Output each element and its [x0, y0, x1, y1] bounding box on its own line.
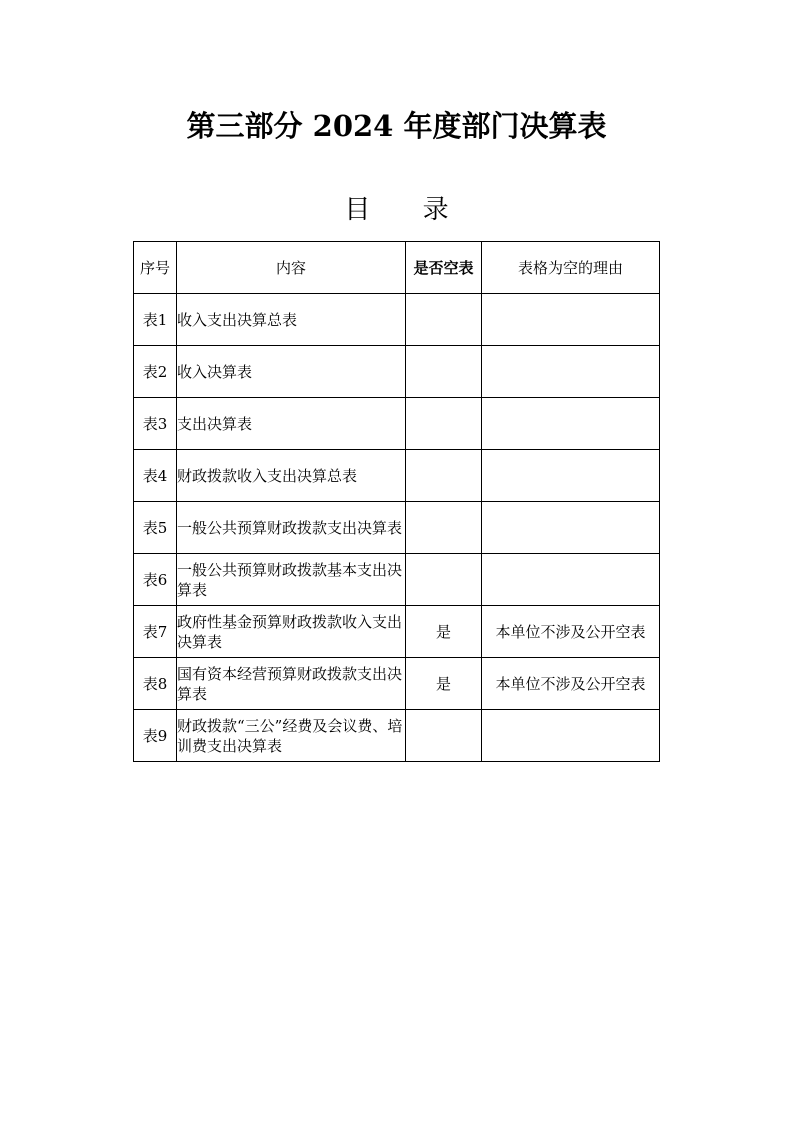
page-title: 第三部分 2024 年度部门决算表	[186, 109, 607, 143]
row-content: 财政拨款“三公”经费及会议费、培训费支出决算表	[177, 710, 406, 762]
table-row	[134, 502, 660, 554]
row-index: 表6	[134, 554, 177, 606]
row-content: 一般公共预算财政拨款支出决算表	[177, 502, 406, 554]
row-reason	[482, 450, 660, 502]
toc-heading: 目 录	[344, 195, 471, 225]
row-index: 表4	[134, 450, 177, 502]
row-index: 表9	[134, 710, 177, 762]
table-row	[134, 658, 660, 710]
row-is-empty	[406, 554, 482, 606]
table-row	[134, 554, 660, 606]
table-row	[134, 398, 660, 450]
row-is-empty	[406, 294, 482, 346]
row-index: 表7	[134, 606, 177, 658]
row-index: 表5	[134, 502, 177, 554]
row-index: 表8	[134, 658, 177, 710]
row-is-empty	[406, 346, 482, 398]
row-is-empty	[406, 710, 482, 762]
table-row	[134, 710, 660, 762]
toc-table	[133, 241, 660, 762]
header-reason: 表格为空的理由	[482, 242, 660, 294]
row-index: 表1	[134, 294, 177, 346]
row-content: 一般公共预算财政拨款基本支出决算表	[177, 554, 406, 606]
row-is-empty	[406, 502, 482, 554]
table-row	[134, 346, 660, 398]
row-reason: 本单位不涉及公开空表	[482, 606, 660, 658]
table-header-row	[134, 242, 660, 294]
row-content: 国有资本经营预算财政拨款支出决算表	[177, 658, 406, 710]
row-reason	[482, 502, 660, 554]
header-is-empty: 是否空表	[406, 242, 482, 294]
table-row	[134, 450, 660, 502]
table-row	[134, 606, 660, 658]
row-reason: 本单位不涉及公开空表	[482, 658, 660, 710]
row-reason	[482, 398, 660, 450]
row-is-empty	[406, 398, 482, 450]
row-content: 支出决算表	[177, 398, 406, 450]
row-content: 收入支出决算总表	[177, 294, 406, 346]
row-content: 财政拨款收入支出决算总表	[177, 450, 406, 502]
row-is-empty: 是	[406, 658, 482, 710]
row-is-empty: 是	[406, 606, 482, 658]
row-index: 表2	[134, 346, 177, 398]
row-index: 表3	[134, 398, 177, 450]
row-reason	[482, 554, 660, 606]
row-is-empty	[406, 450, 482, 502]
table-row	[134, 294, 660, 346]
row-reason	[482, 294, 660, 346]
header-index: 序号	[134, 242, 177, 294]
row-content: 收入决算表	[177, 346, 406, 398]
row-reason	[482, 346, 660, 398]
row-content: 政府性基金预算财政拨款收入支出决算表	[177, 606, 406, 658]
header-content: 内容	[177, 242, 406, 294]
row-reason	[482, 710, 660, 762]
